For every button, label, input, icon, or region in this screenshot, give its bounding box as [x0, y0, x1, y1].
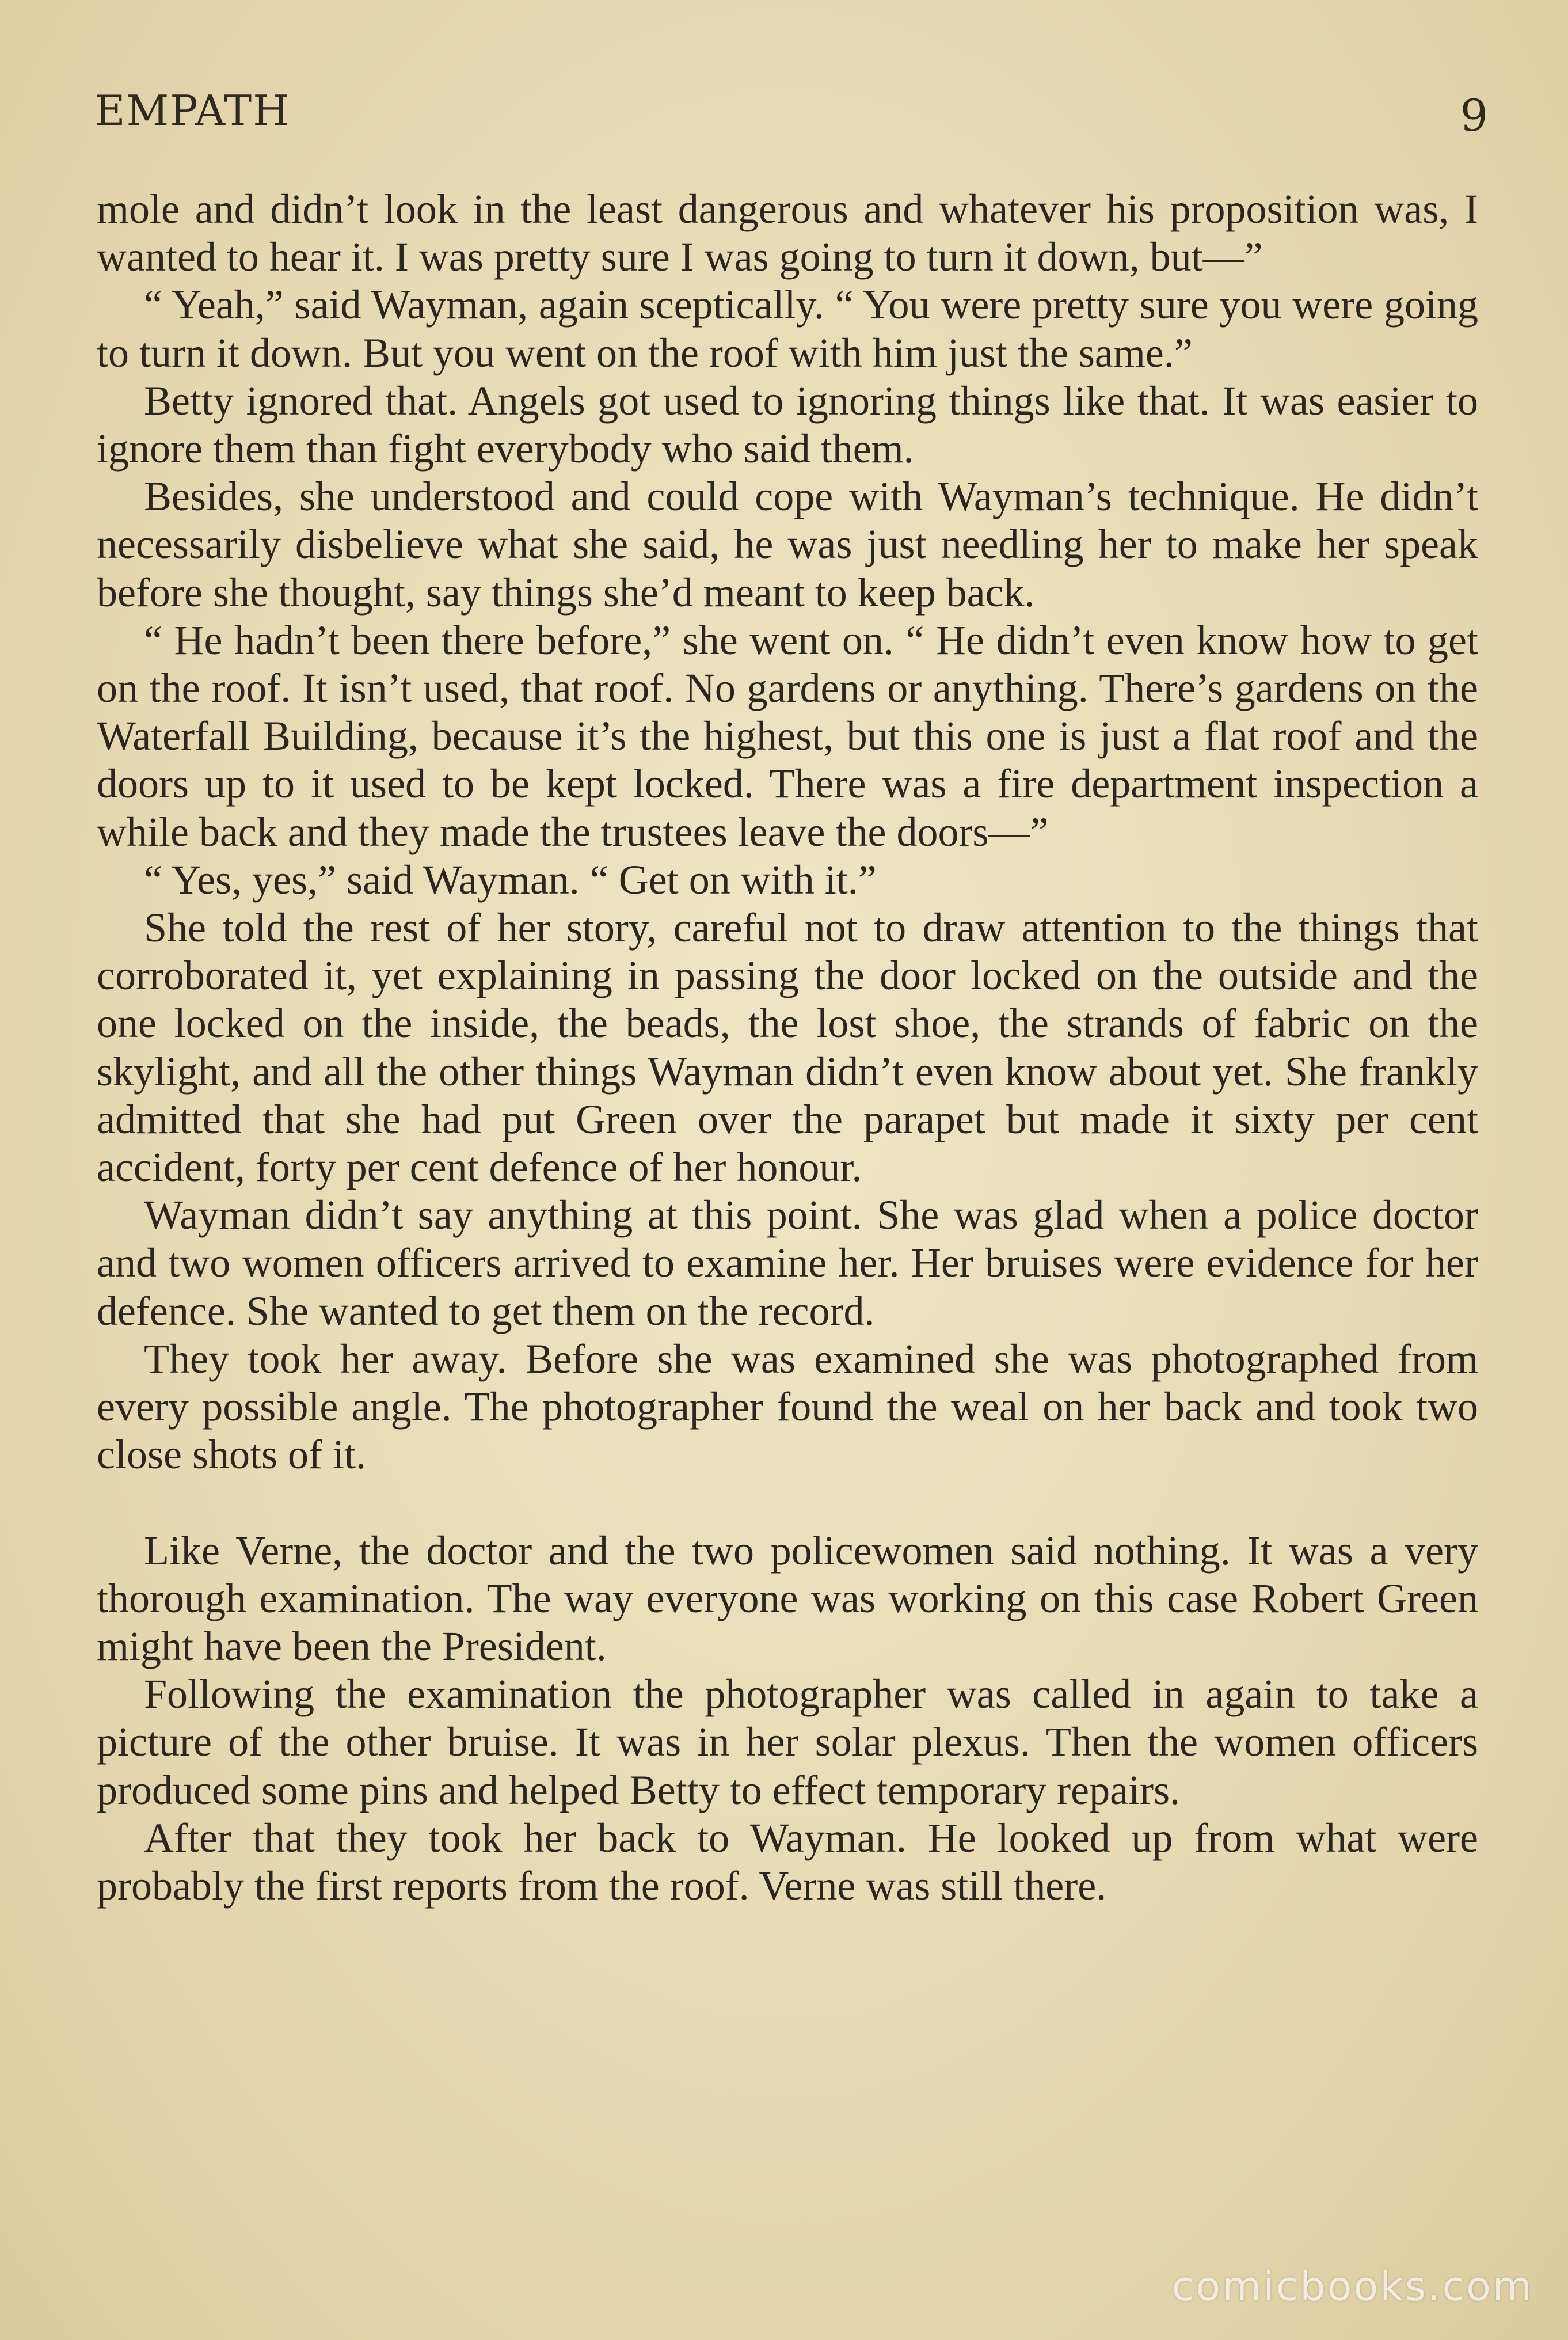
- body-text: [97, 185, 1478, 1910]
- paragraph: Besides, she understood and could cope with Wayman’s technique. He didn’t necessarily disbelieve what she said, he was just needling her to make her speak before she thought, say things she’d meant to keep back.: [97, 473, 1478, 616]
- paragraph: mole and didn’t look in the least dangerous and whatever his proposition was, I wanted to hear it. I was pretty sure I was going to turn it down, but—”: [97, 186, 1478, 280]
- paragraph: “ Yeah,” said Wayman, again sceptically. “ You were pretty sure you were going to turn it down. But you went on the roof with him just the same.”: [97, 282, 1478, 376]
- page-number: 9: [1460, 90, 1488, 141]
- paragraph: Following the examination the photographer was called in again to take a picture of the other bruise. It was in her solar plexus. Then the women officers produced some pins and helped Betty to effect temporary repairs.: [97, 1671, 1478, 1813]
- paragraph: Like Verne, the doctor and the two policewomen said nothing. It was a very thorough examination. The way everyone was working on this case Robert Green might have been the President.: [97, 1527, 1478, 1670]
- paragraph: After that they took her back to Wayman. He looked up from what were probably the first reports from the roof. Verne was still there.: [97, 1814, 1478, 1909]
- paragraph: Betty ignored that. Angels got used to ignoring things like that. It was easier to ignore them than fight everybody who said them.: [97, 377, 1478, 472]
- paragraph: “ Yes, yes,” said Wayman. “ Get on with it.”: [144, 856, 877, 903]
- running-title: EMPATH: [95, 86, 290, 135]
- paragraph: They took her away. Before she was examined she was photographed from every possible angle. The photographer found the weal on her back and took two close shots of it.: [97, 1335, 1478, 1478]
- paragraph: Wayman didn’t say anything at this point. She was glad when a police doctor and two women officers arrived to examine her. Her bruises were evidence for her defence. She wanted to get them on the record.: [97, 1192, 1478, 1334]
- paragraph: She told the rest of her story, careful not to draw attention to the things that corroborated it, yet explaining in passing the door locked on the outside and the one locked on the inside, the beads, the lost shoe, the strands of fabric on the skylight, and all the other things Wayman didn’t even know about yet. She frankly admitted that she had put Green over the parapet but made it sixty per cent accident, forty per cent defence of her honour.: [97, 905, 1478, 1191]
- paragraph: “ He hadn’t been there before,” she went on. “ He didn’t even know how to get on the roof. It isn’t used, that roof. No gardens or anything. There’s gardens on the Waterfall Building, because it’s the highest, but this one is just a flat roof and the doors up to it used to be kept locked. There was a fire department inspection a while back and they made the trustees leave the doors—”: [97, 617, 1478, 855]
- running-head: [95, 86, 1488, 150]
- watermark: comicbooks.com: [1171, 2263, 1533, 2310]
